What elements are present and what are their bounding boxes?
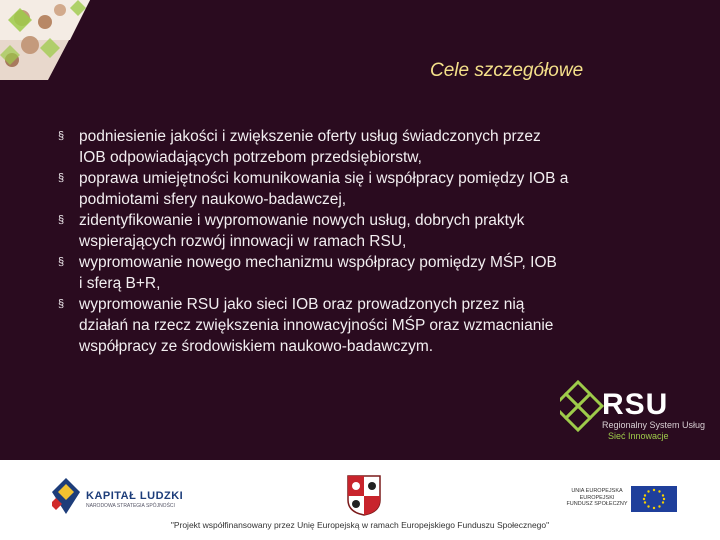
list-item-line: poprawa umiejętności komunikowania się i współpracy pomiędzy IOB a [79, 170, 569, 187]
hands-photo-image [0, 0, 100, 80]
kapital-ludzki-logo-icon [52, 478, 80, 514]
eu-flag-icon [631, 486, 677, 512]
slide-title: Cele szczegółowe [430, 60, 584, 81]
list-item [58, 294, 668, 357]
list-item-line: działań na rzecz zwiększenia innowacyjności MŚP oraz wzmacnianie [79, 317, 554, 334]
list-item [58, 210, 668, 252]
list-item-line: IOB odpowiadających potrzebom przedsiębiorstw, [79, 149, 422, 166]
list-item-line: wypromowanie nowego mechanizmu współpracy pomiędzy MŚP, IOB [79, 254, 557, 271]
list-item-line: zidentyfikowanie i wypromowanie nowych usług, dobrych praktyk [79, 212, 525, 229]
bullet-marker-icon: § [58, 172, 65, 184]
list-item [58, 252, 668, 294]
bullet-marker-icon: § [58, 214, 65, 226]
eu-fund-text: UNIA EUROPEJSKA EUROPEJSKI FUNDUSZ SPOŁECZNY [566, 488, 628, 507]
footer-cofinancing-note: "Projekt współfinansowany przez Unię Europejską w ramach Europejskiego Funduszu Społecznego" [170, 520, 550, 530]
rsu-logo-tagline: Sieć Innowacje [608, 431, 669, 441]
list-item-line: i sferą B+R, [79, 275, 161, 292]
list-item-line: podniesienie jakości i zwiększenie oferty usług świadczonych przez [79, 128, 541, 145]
bullet-marker-icon: § [58, 256, 65, 268]
objectives-list [58, 126, 668, 357]
kapital-ludzki-title: KAPITAŁ LUDZKI [86, 490, 184, 502]
regional-crest-icon [346, 474, 382, 516]
bullet-marker-icon: § [58, 130, 65, 142]
list-item-line: podmiotami sfery naukowo-badawczej, [79, 191, 347, 208]
list-item [58, 126, 668, 168]
rsu-logo-subtitle: Regionalny System Usług [602, 420, 706, 430]
list-item-line: wypromowanie RSU jako sieci IOB oraz prowadzonych przez nią [79, 296, 525, 313]
list-item-line: współpracy ze środowiskiem naukowo-badawczym. [79, 338, 434, 355]
kapital-ludzki-subtitle: NARODOWA STRATEGIA SPÓJNOŚCI [86, 503, 175, 509]
list-item [58, 168, 668, 210]
rsu-logo-text: RSU [602, 388, 669, 421]
bullet-marker-icon: § [58, 298, 65, 310]
list-item-line: wspierających rozwój innowacji w ramach RSU, [79, 233, 407, 250]
